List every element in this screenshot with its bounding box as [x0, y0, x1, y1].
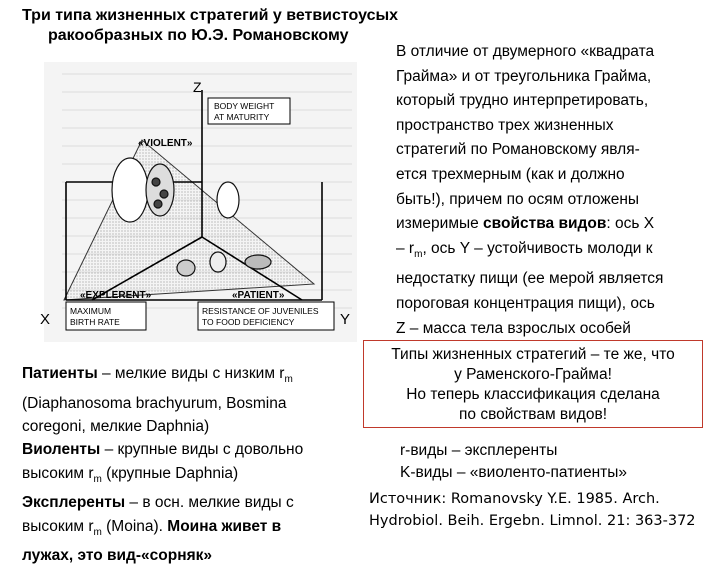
title-line-1: Три типа жизненных стратегий у ветвистоусых — [22, 7, 399, 24]
r-species-line: r-виды – эксплеренты — [400, 442, 558, 459]
para-line: В отличие от двумерного «квадрата — [396, 43, 655, 60]
body-weight-label: AT MATURITY — [214, 112, 270, 122]
birth-rate-label: BIRTH RATE — [70, 317, 120, 327]
violents-line — [22, 438, 362, 461]
desc-text: – в осн. мелкие виды с — [125, 494, 294, 512]
desc-line: coregoni, мелкие Daphnia) — [22, 417, 210, 435]
strategy-descriptions — [22, 362, 362, 568]
axis-x-label: X — [40, 311, 51, 328]
subscript: m — [93, 526, 102, 538]
resistance-label: TO FOOD DEFICIENCY — [202, 317, 295, 327]
axis-z-label: Z — [193, 79, 202, 95]
para-bold-text: свойства видов — [483, 215, 607, 233]
desc-line — [22, 544, 362, 567]
k-species-line: K-виды – «виоленто-патиенты» — [400, 464, 628, 481]
para-line: пороговая концентрация пищи), ось — [396, 295, 655, 313]
explerents-line — [22, 491, 362, 514]
desc-line — [22, 462, 362, 492]
desc-text: – крупные виды с довольно — [100, 441, 304, 459]
term-violents: Виоленты — [22, 441, 101, 459]
axis-y-label: Y — [340, 311, 351, 328]
desc-text: (Moina). — [101, 517, 168, 535]
box-line: Типы жизненных стратегий – те же, что — [391, 346, 675, 363]
birth-rate-label: MAXIMUM — [70, 306, 112, 316]
explerent-label: «EXPLERENT» — [80, 290, 152, 301]
para-line: стратегий по Романовскому явля- — [396, 141, 640, 159]
para-line: недостатку пищи (ее мерой является — [396, 270, 664, 288]
desc-text: – мелкие виды с низким r — [97, 365, 285, 382]
strategy-types-box — [363, 340, 703, 428]
source-citation — [369, 488, 696, 532]
para-line: пространство трех жизненных — [396, 116, 614, 134]
para-line: ется трехмерным (как и должно — [396, 165, 625, 183]
right-paragraph — [396, 40, 716, 341]
para-line — [396, 212, 716, 237]
para-text: измеримые — [396, 215, 484, 233]
desc-bold-text: Моина живет в — [167, 517, 282, 535]
desc-line: (Diaphanosoma brachyurum, Bosmina — [22, 394, 287, 412]
desc-text: (крупные Daphnia) — [101, 464, 239, 482]
box-line: Но теперь классификация сделана — [406, 386, 660, 403]
para-text: : ось X — [606, 215, 655, 233]
box-line: у Раменского-Грайма! — [454, 366, 612, 383]
resistance-label: RESISTANCE OF JUVENILES — [202, 306, 319, 316]
r-k-classes — [400, 440, 627, 484]
subscript: m — [284, 374, 293, 386]
source-line: Источник: Romanovsky Y.E. 1985. Arch. — [369, 491, 660, 507]
patients-line — [22, 362, 362, 392]
patient-label: «PATIENT» — [232, 290, 285, 301]
subscript: m — [414, 248, 423, 260]
subscript: m — [93, 473, 102, 485]
source-line: Hydrobiol. Beih. Ergebn. Limnol. 21: 363-372 — [369, 513, 696, 529]
violent-label: «VIOLENT» — [138, 138, 193, 149]
term-patients: Патиенты — [22, 365, 98, 382]
para-line — [396, 237, 716, 268]
para-line: быть!), причем по осям отложены — [396, 190, 640, 208]
term-explerents: Эксплеренты — [22, 494, 126, 512]
para-text: – r — [396, 239, 415, 257]
slide-title — [22, 6, 402, 46]
para-line: Грайма» и от треугольника Грайма, — [396, 67, 652, 85]
desc-bold-text: лужах, это вид-«сорняк» — [22, 547, 213, 565]
para-line: который трудно интерпретировать, — [396, 92, 649, 110]
strategy-diagram — [22, 62, 357, 342]
para-line: Z – масса тела взрослых особей — [396, 319, 631, 337]
body-weight-label: BODY WEIGHT — [214, 101, 275, 111]
desc-text: высоким r — [22, 464, 94, 482]
title-line-2: ракообразных по Ю.Э. Романовскому — [48, 27, 349, 44]
desc-text: высоким r — [22, 517, 94, 535]
para-text: , ось Y – устойчивость молоди к — [422, 239, 653, 257]
box-line: по свойствам видов! — [459, 406, 607, 423]
